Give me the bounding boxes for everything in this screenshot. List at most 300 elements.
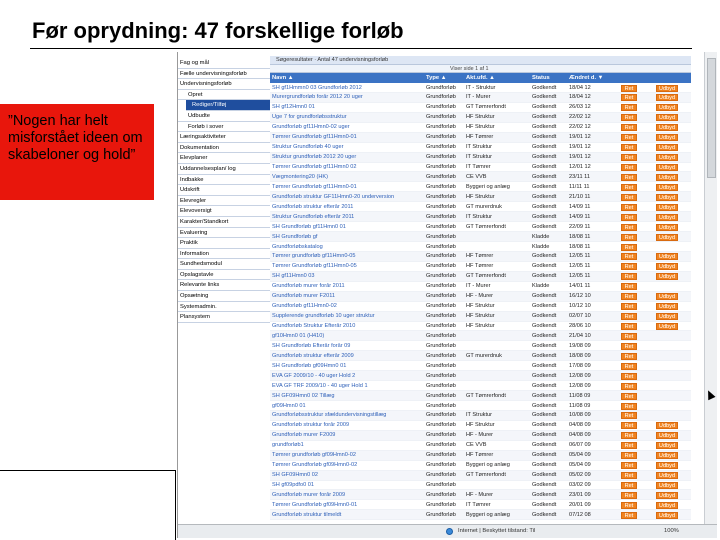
cell-date: 19/01 12 bbox=[569, 134, 591, 141]
cell-akt: GT murerdnuk bbox=[466, 203, 502, 210]
sidebar-item[interactable]: Elevplaner bbox=[178, 153, 270, 164]
sidebar-item[interactable]: Elevoversigt bbox=[178, 206, 270, 217]
udbyd-button[interactable]: Udbyd bbox=[656, 114, 678, 121]
table-row bbox=[270, 431, 691, 441]
results-panel bbox=[270, 56, 691, 520]
cell-navn[interactable]: Grundforløbskatalog bbox=[272, 243, 323, 250]
ret-button[interactable]: Ret bbox=[621, 253, 637, 260]
cell-navn[interactable]: gf09Hmn0 01 bbox=[272, 402, 306, 409]
cell-navn[interactable]: SH GF09Hmn0 02 Tillæg bbox=[272, 392, 335, 399]
udbyd-button[interactable]: Udbyd bbox=[656, 85, 678, 92]
cell-type: Grundforløb bbox=[426, 332, 456, 339]
ret-button[interactable]: Ret bbox=[621, 353, 637, 360]
udbyd-button[interactable]: Udbyd bbox=[656, 94, 678, 101]
cell-navn[interactable]: Tømrer grundforløb gf09Hmn0-02 bbox=[272, 452, 356, 459]
cell-navn[interactable]: Grundforløb gf11Hmn0-02 bbox=[272, 303, 337, 310]
cell-akt: IT Struktur bbox=[466, 412, 493, 419]
cell-status: Godkendt bbox=[532, 491, 557, 498]
cell-akt: HF Tømrer bbox=[466, 452, 494, 459]
cell-date: 06/07 09 bbox=[569, 442, 591, 449]
udbyd-button[interactable]: Udbyd bbox=[656, 303, 678, 310]
table-row bbox=[270, 123, 691, 133]
cell-type: Grundforløb bbox=[426, 193, 456, 200]
cell-akt: Byggeri og anlæg bbox=[466, 183, 510, 190]
cell-akt: HF Struktur bbox=[466, 323, 495, 329]
cell-type: Grundforløb bbox=[426, 323, 456, 329]
table-row bbox=[270, 481, 691, 491]
cell-navn[interactable]: SH Grundforløb gf bbox=[272, 233, 318, 240]
sidebar-item[interactable]: Rediger/Tilføj bbox=[186, 100, 270, 111]
cell-status: Godkendt bbox=[532, 263, 557, 270]
table-row bbox=[270, 222, 691, 232]
cell-date: 12/08 09 bbox=[569, 372, 591, 379]
sidebar-item[interactable]: Udbudte bbox=[178, 111, 270, 122]
cell-akt: IT Struktur bbox=[466, 144, 493, 151]
cell-status: Godkendt bbox=[532, 213, 557, 220]
cell-navn[interactable]: SH gf1Hmmn0 03 Grundforløb 2012 bbox=[272, 84, 362, 91]
ret-button[interactable]: Ret bbox=[621, 462, 637, 469]
sidebar-item[interactable]: Systemadmin. bbox=[178, 302, 270, 313]
cell-type: Grundforløb bbox=[426, 233, 456, 240]
sidebar-item[interactable]: Undervisningsforløb bbox=[178, 79, 270, 90]
sidebar-item[interactable]: Opslagstavle bbox=[178, 270, 270, 281]
table-row bbox=[270, 351, 691, 361]
cell-navn[interactable]: Grundforløb struktur forår 2009 bbox=[272, 422, 350, 429]
cell-type: Grundforløb bbox=[426, 352, 456, 359]
cell-date: 20/01 09 bbox=[569, 501, 591, 508]
cell-type: Grundforløb bbox=[426, 472, 456, 479]
panel-header: Søgeresultater · Antal 47 undervisningsforløb bbox=[270, 56, 691, 65]
cell-navn[interactable]: Uge 7 for grundforløbsstruktur bbox=[272, 114, 347, 121]
col-navn[interactable]: Navn ▲ bbox=[272, 75, 294, 81]
table-row bbox=[270, 282, 691, 292]
cell-date: 12/05 11 bbox=[569, 273, 591, 280]
cell-type: Grundforløb bbox=[426, 422, 456, 429]
udbyd-button[interactable]: Udbyd bbox=[656, 263, 678, 270]
cell-date: 03/02 09 bbox=[569, 482, 591, 488]
cell-date: 11/08 09 bbox=[569, 392, 591, 399]
udbyd-button[interactable]: Udbyd bbox=[656, 422, 678, 429]
cell-status: Godkendt bbox=[532, 511, 557, 518]
ret-button[interactable]: Ret bbox=[621, 85, 637, 92]
cell-type: Grundforløb bbox=[426, 253, 456, 260]
cell-navn[interactable]: EVA GF TRF 2009/10 - 40 uger Hold 1 bbox=[272, 382, 368, 389]
udbyd-button[interactable]: Udbyd bbox=[656, 472, 678, 479]
ret-button[interactable]: Ret bbox=[621, 263, 637, 270]
pagination-bar bbox=[270, 65, 691, 73]
ret-button[interactable]: Ret bbox=[621, 194, 637, 201]
udbyd-button[interactable]: Udbyd bbox=[656, 273, 678, 280]
udbyd-button[interactable]: Udbyd bbox=[656, 482, 678, 489]
cell-status: Godkendt bbox=[532, 412, 557, 419]
ret-button[interactable]: Ret bbox=[621, 373, 637, 380]
cell-date: 12/05 11 bbox=[569, 253, 591, 260]
table-row bbox=[270, 192, 691, 202]
sidebar-item[interactable]: Opsætning bbox=[178, 291, 270, 302]
cell-navn[interactable]: EVA GF 2009/10 - 40 uger Hold 2 bbox=[272, 372, 356, 379]
ret-button[interactable]: Ret bbox=[621, 244, 637, 251]
ret-button[interactable]: Ret bbox=[621, 393, 637, 400]
udbyd-button[interactable]: Udbyd bbox=[656, 164, 678, 171]
cell-type: Grundforløb bbox=[426, 154, 456, 161]
col-type[interactable]: Type ▲ bbox=[426, 75, 447, 81]
ret-button[interactable]: Ret bbox=[621, 482, 637, 489]
cell-navn[interactable]: Struktur Grundforløb 40 uger bbox=[272, 144, 344, 151]
cell-akt: IT - Murer bbox=[466, 94, 491, 101]
cell-navn[interactable]: Supplerende grundforløb 10 uger struktur bbox=[272, 313, 375, 320]
cell-akt: IT Tømrer bbox=[466, 501, 491, 508]
title-rule bbox=[30, 48, 692, 49]
table-row bbox=[270, 451, 691, 461]
udbyd-button[interactable]: Udbyd bbox=[656, 253, 678, 260]
cell-type: Grundforløb bbox=[426, 501, 456, 508]
cell-navn[interactable]: Grundforløb murer forår 2011 bbox=[272, 283, 345, 290]
ret-button[interactable]: Ret bbox=[621, 452, 637, 459]
cell-navn[interactable]: Grundforløb gf11Hmn0-02 uger bbox=[272, 124, 350, 131]
cell-date: 11/08 09 bbox=[569, 402, 591, 409]
cell-navn[interactable]: SH Grundforløb gf09Hmn0 01 bbox=[272, 362, 347, 369]
table-row bbox=[270, 133, 691, 143]
cell-type: Grundforløb bbox=[426, 114, 456, 121]
cell-type: Grundforløb bbox=[426, 223, 456, 230]
sidebar-item[interactable]: Sundhedsmodul bbox=[178, 259, 270, 270]
ret-button[interactable]: Ret bbox=[621, 204, 637, 211]
cell-type: Grundforløb bbox=[426, 243, 456, 250]
cell-date: 14/01 11 bbox=[569, 283, 591, 290]
cell-type: Grundforløb bbox=[426, 342, 456, 349]
sidebar-item[interactable]: Indbakke bbox=[178, 175, 270, 186]
cell-type: Grundforløb bbox=[426, 392, 456, 399]
cell-akt: HF Struktur bbox=[466, 114, 495, 121]
cell-status: Godkendt bbox=[532, 352, 557, 359]
cell-navn[interactable]: Tømrer Grundforløb gf11Hmn0-01 bbox=[272, 183, 357, 190]
cell-navn[interactable]: SH gf09pdfo0 01 bbox=[272, 482, 314, 488]
cell-date: 11/11 11 bbox=[569, 183, 590, 190]
cell-date: 05/04 09 bbox=[569, 462, 591, 469]
table-row bbox=[270, 401, 691, 411]
ret-button[interactable]: Ret bbox=[621, 512, 637, 519]
cell-status: Godkendt bbox=[532, 442, 557, 449]
udbyd-button[interactable]: Udbyd bbox=[656, 184, 678, 191]
sidebar-item[interactable]: Plansystem bbox=[178, 312, 270, 323]
cell-akt: Byggeri og anlæg bbox=[466, 511, 510, 518]
cell-navn[interactable]: SH Grundforløb Efterår forår 09 bbox=[272, 342, 351, 349]
sidebar-item[interactable]: Opret bbox=[178, 90, 270, 101]
cell-navn[interactable]: Tømrer Grundforløb gf09Hmn0-01 bbox=[272, 501, 358, 508]
browser-screenshot bbox=[177, 52, 717, 538]
sidebar-nav bbox=[178, 58, 270, 323]
table-row bbox=[270, 461, 691, 471]
udbyd-button[interactable]: Udbyd bbox=[656, 432, 678, 439]
cell-date: 14/09 11 bbox=[569, 203, 591, 210]
ret-button[interactable]: Ret bbox=[621, 313, 637, 320]
cell-type: Grundforløb bbox=[426, 273, 456, 280]
ret-button[interactable]: Ret bbox=[621, 144, 637, 151]
cell-date: 23/01 09 bbox=[569, 491, 591, 498]
cell-status: Godkendt bbox=[532, 472, 557, 479]
cell-navn[interactable]: Grundforløb murer forår 2009 bbox=[272, 491, 346, 498]
table-row bbox=[270, 421, 691, 431]
ret-button[interactable]: Ret bbox=[621, 283, 637, 290]
cell-navn[interactable]: Vægmontering20 (HK) bbox=[272, 173, 328, 180]
cell-navn[interactable]: Tømrer Grundforløb gf09Hmn0-02 bbox=[272, 462, 358, 469]
cell-navn[interactable]: SH gf12Hmn0 01 bbox=[272, 104, 315, 111]
udbyd-button[interactable]: Udbyd bbox=[656, 512, 678, 519]
cell-status: Godkendt bbox=[532, 293, 557, 300]
cell-akt: IT Struktur bbox=[466, 213, 493, 220]
ret-button[interactable]: Ret bbox=[621, 442, 637, 449]
ret-button[interactable]: Ret bbox=[621, 323, 637, 330]
udbyd-button[interactable]: Udbyd bbox=[656, 134, 678, 141]
cell-type: Grundforløb bbox=[426, 104, 456, 111]
cell-status: Godkendt bbox=[532, 104, 557, 111]
col-akt[interactable]: Akt.ufd. ▲ bbox=[466, 75, 495, 81]
sidebar-item[interactable]: Forløb i sover bbox=[178, 122, 270, 133]
ret-button[interactable]: Ret bbox=[621, 114, 637, 121]
udbyd-button[interactable]: Udbyd bbox=[656, 124, 678, 131]
ret-button[interactable]: Ret bbox=[621, 422, 637, 429]
cell-status: Godkendt bbox=[532, 84, 557, 91]
cell-status: Godkendt bbox=[532, 452, 557, 459]
ret-button[interactable]: Ret bbox=[621, 343, 637, 350]
ret-button[interactable]: Ret bbox=[621, 303, 637, 310]
cell-akt: IT Struktur bbox=[466, 154, 493, 161]
cell-type: Grundforløb bbox=[426, 144, 456, 151]
col-date[interactable]: Ændret d. ▼ bbox=[569, 75, 604, 81]
cell-navn[interactable]: SH GF09Hmn0 02 bbox=[272, 472, 319, 479]
globe-icon bbox=[446, 528, 453, 535]
cell-date: 22/02 12 bbox=[569, 124, 591, 131]
ret-button[interactable]: Ret bbox=[621, 403, 637, 410]
ret-button[interactable]: Ret bbox=[621, 94, 637, 101]
cell-navn[interactable]: Grundforløb struktur efterår 2011 bbox=[272, 203, 354, 210]
cell-status: Godkendt bbox=[532, 382, 557, 389]
table-row bbox=[270, 361, 691, 371]
cell-akt: HF Struktur bbox=[466, 193, 495, 200]
ret-button[interactable]: Ret bbox=[621, 492, 637, 499]
ret-button[interactable]: Ret bbox=[621, 273, 637, 280]
cell-type: Grundforløb bbox=[426, 482, 456, 488]
cell-status: Godkendt bbox=[532, 303, 557, 310]
cell-type: Grundforløb bbox=[426, 134, 456, 141]
cell-type: Grundforløb bbox=[426, 293, 456, 300]
cell-navn[interactable]: Murergrundforløb forår 2012 20 uger bbox=[272, 94, 363, 101]
cell-navn[interactable]: gf10Hmn0 01 (H410) bbox=[272, 332, 325, 339]
ret-button[interactable]: Ret bbox=[621, 134, 637, 141]
cell-navn[interactable]: Tømrer grundforløb gf11Hmn0-05 bbox=[272, 253, 356, 260]
sidebar-item[interactable]: Læringsaktiviteter bbox=[178, 132, 270, 143]
cell-navn[interactable]: Grundforløbsstruktur sfældundervisningstillæg bbox=[272, 412, 387, 419]
cell-akt: Byggeri og anlæg bbox=[466, 462, 510, 469]
cell-date: 18/08 11 bbox=[569, 233, 591, 240]
udbyd-button[interactable]: Udbyd bbox=[656, 144, 678, 151]
cell-date: 17/08 09 bbox=[569, 362, 591, 369]
cell-type: Grundforløb bbox=[426, 442, 456, 449]
table-row bbox=[270, 500, 691, 510]
ret-button[interactable]: Ret bbox=[621, 363, 637, 370]
cell-navn[interactable]: SH Grundforløb gf11Hmn0 01 bbox=[272, 223, 346, 230]
udbyd-button[interactable]: Udbyd bbox=[656, 194, 678, 201]
table-row bbox=[270, 163, 691, 173]
udbyd-button[interactable]: Udbyd bbox=[656, 502, 678, 509]
cell-status: Godkendt bbox=[532, 223, 557, 230]
cell-date: 22/02 12 bbox=[569, 114, 591, 121]
ret-button[interactable]: Ret bbox=[621, 234, 637, 241]
cell-type: Grundforløb bbox=[426, 263, 456, 270]
cell-status: Godkendt bbox=[532, 362, 557, 369]
udbyd-button[interactable]: Udbyd bbox=[656, 224, 678, 231]
cell-navn[interactable]: Grundforløb murer F2009 bbox=[272, 432, 336, 439]
sidebar-item[interactable]: Karakter/Standkort bbox=[178, 217, 270, 228]
table-row bbox=[270, 490, 691, 500]
ret-button[interactable]: Ret bbox=[621, 124, 637, 131]
ret-button[interactable]: Ret bbox=[621, 333, 637, 340]
cell-akt: HF Struktur bbox=[466, 303, 495, 310]
cell-status: Godkendt bbox=[532, 203, 557, 210]
ret-button[interactable]: Ret bbox=[621, 432, 637, 439]
cell-date: 21/10 11 bbox=[569, 193, 591, 200]
cell-status: Godkendt bbox=[532, 342, 557, 349]
udbyd-button[interactable]: Udbyd bbox=[656, 104, 678, 111]
cell-navn[interactable]: Grundforløb struktur GF11Hmn0-20 underversion bbox=[272, 193, 395, 200]
udbyd-button[interactable]: Udbyd bbox=[656, 492, 678, 499]
cell-date: 16/12 10 bbox=[569, 293, 591, 300]
table-row bbox=[270, 312, 691, 322]
sidebar-item[interactable]: Evaluering bbox=[178, 228, 270, 239]
table-body bbox=[270, 83, 691, 520]
sidebar-item[interactable]: Uddannelsesplan/ log bbox=[178, 164, 270, 175]
ret-button[interactable]: Ret bbox=[621, 383, 637, 390]
cell-date: 12/01 12 bbox=[569, 164, 591, 170]
cell-date: 18/04 12 bbox=[569, 94, 591, 101]
table-row bbox=[270, 341, 691, 351]
browser-status-bar bbox=[178, 524, 717, 538]
table-row bbox=[270, 182, 691, 192]
cell-akt: HF - Murer bbox=[466, 293, 494, 300]
udbyd-button[interactable]: Udbyd bbox=[656, 214, 678, 221]
cell-type: Grundforløb bbox=[426, 183, 456, 190]
ret-button[interactable]: Ret bbox=[621, 164, 637, 171]
udbyd-button[interactable]: Udbyd bbox=[656, 442, 678, 449]
cell-akt: CE VVB bbox=[466, 442, 487, 449]
cell-status: Godkendt bbox=[532, 323, 557, 329]
sidebar-item[interactable]: Information bbox=[178, 249, 270, 260]
sidebar-item[interactable]: Praktik bbox=[178, 238, 270, 249]
cell-akt: GT Tømrerfondt bbox=[466, 392, 506, 399]
ret-button[interactable]: Ret bbox=[621, 154, 637, 161]
udbyd-button[interactable]: Udbyd bbox=[656, 452, 678, 459]
cell-navn[interactable]: Grundforløb murer F2011 bbox=[272, 293, 336, 300]
cell-akt: HF Struktur bbox=[466, 313, 495, 320]
cell-type: Grundforløb bbox=[426, 203, 456, 210]
sidebar-item[interactable]: Relevante links bbox=[178, 280, 270, 291]
zoom-level[interactable]: 100% bbox=[664, 528, 679, 534]
udbyd-button[interactable]: Udbyd bbox=[656, 174, 678, 181]
cell-akt: HF Tømrer bbox=[466, 253, 494, 260]
ret-button[interactable]: Ret bbox=[621, 502, 637, 509]
pagination-text: Viser side 1 af 1 bbox=[450, 66, 489, 72]
cell-akt: HF - Murer bbox=[466, 432, 494, 439]
cell-date: 05/04 09 bbox=[569, 452, 591, 459]
cell-akt: GT murerdnuk bbox=[466, 352, 502, 359]
cell-navn[interactable]: Grundforløb struktur tilmeldt bbox=[272, 511, 342, 518]
ret-button[interactable]: Ret bbox=[621, 472, 637, 479]
cell-status: Godkendt bbox=[532, 124, 557, 131]
udbyd-button[interactable]: Udbyd bbox=[656, 234, 678, 241]
cell-date: 07/12 08 bbox=[569, 511, 591, 518]
ret-button[interactable]: Ret bbox=[621, 174, 637, 181]
cell-date: 23/11 11 bbox=[569, 173, 590, 180]
cell-status: Godkendt bbox=[532, 402, 557, 409]
col-status[interactable]: Status bbox=[532, 75, 550, 81]
cell-navn[interactable]: Grundforløb Struktur Efterår 2010 bbox=[272, 323, 356, 329]
cell-date: 02/07 10 bbox=[569, 313, 591, 320]
scroll-thumb[interactable] bbox=[707, 58, 716, 178]
cell-navn[interactable]: Struktur grundforløb 2012 20 uger bbox=[272, 154, 357, 161]
cell-date: 10/12 10 bbox=[569, 303, 591, 310]
cell-date: 22/09 11 bbox=[569, 223, 591, 230]
table-row bbox=[270, 232, 691, 242]
table-row bbox=[270, 202, 691, 212]
cell-status: Godkendt bbox=[532, 482, 557, 488]
cell-navn[interactable]: Grundforløb struktur efterår 2009 bbox=[272, 352, 354, 359]
udbyd-button[interactable]: Udbyd bbox=[656, 313, 678, 320]
cell-navn[interactable]: SH gf11Hmn0 03 bbox=[272, 273, 315, 280]
cell-type: Grundforløb bbox=[426, 173, 456, 180]
vertical-scrollbar[interactable] bbox=[704, 52, 717, 524]
cell-akt: GT Tømrerfondt bbox=[466, 223, 506, 230]
cell-akt: HF Tømrer bbox=[466, 134, 494, 141]
udbyd-button[interactable]: Udbyd bbox=[656, 462, 678, 469]
cell-akt: IT - Struktur bbox=[466, 84, 496, 91]
cell-navn[interactable]: Tømrer Grundforløb gf11Hmn0-05 bbox=[272, 263, 357, 270]
ret-button[interactable]: Ret bbox=[621, 412, 637, 419]
sidebar-item[interactable]: Elevregler bbox=[178, 196, 270, 207]
cell-type: Grundforløb bbox=[426, 432, 456, 439]
cell-status: Godkendt bbox=[532, 432, 557, 439]
sidebar-item[interactable]: Fag og mål bbox=[178, 58, 270, 69]
udbyd-button[interactable]: Udbyd bbox=[656, 204, 678, 211]
cell-navn[interactable]: Tømrer Grundforløb gf11Hmn0-01 bbox=[272, 134, 357, 141]
cell-akt: CE VVB bbox=[466, 173, 487, 180]
table-row bbox=[270, 272, 691, 282]
cell-type: Grundforløb bbox=[426, 362, 456, 369]
ret-button[interactable]: Ret bbox=[621, 293, 637, 300]
ret-button[interactable]: Ret bbox=[621, 104, 637, 111]
ret-button[interactable]: Ret bbox=[621, 214, 637, 221]
table-row bbox=[270, 93, 691, 103]
udbyd-button[interactable]: Udbyd bbox=[656, 323, 678, 330]
cell-type: Grundforløb bbox=[426, 372, 456, 379]
cell-date: 26/03 12 bbox=[569, 104, 591, 111]
cell-akt: HF Struktur bbox=[466, 422, 495, 429]
cell-date: 28/06 10 bbox=[569, 323, 591, 329]
ret-button[interactable]: Ret bbox=[621, 184, 637, 191]
sidebar-item[interactable]: Fælle undervisningsforløb bbox=[178, 69, 270, 80]
table-row bbox=[270, 411, 691, 421]
cell-navn[interactable]: grundforløb1 bbox=[272, 442, 304, 449]
sidebar-item[interactable]: Dokumentation bbox=[178, 143, 270, 154]
ret-button[interactable]: Ret bbox=[621, 224, 637, 231]
udbyd-button[interactable]: Udbyd bbox=[656, 293, 678, 300]
cell-navn[interactable]: Struktur Grundforløb efterår 2011 bbox=[272, 213, 355, 220]
udbyd-button[interactable]: Udbyd bbox=[656, 154, 678, 161]
cell-status: Godkendt bbox=[532, 392, 557, 399]
cell-navn[interactable]: Tømrer Grundforløb gf11Hmn0 02 bbox=[272, 164, 357, 170]
sidebar-item[interactable]: Udskrift bbox=[178, 185, 270, 196]
table-row bbox=[270, 153, 691, 163]
cell-type: Grundforløb bbox=[426, 303, 456, 310]
